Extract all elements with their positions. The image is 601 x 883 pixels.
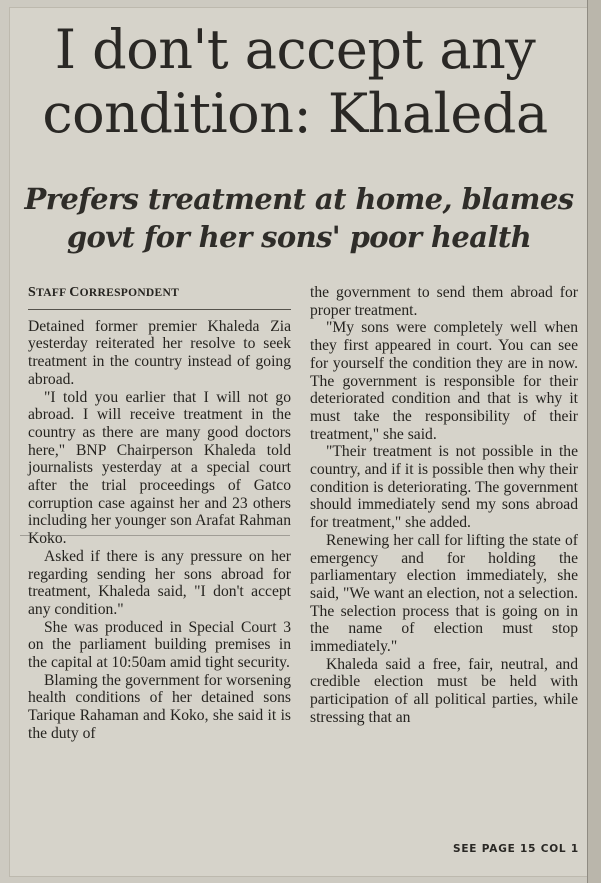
paragraph: Detained former premier Khaleda Zia yesterday reiterated her resolve to seek treatment in the country instead of going abroad. (28, 317, 291, 388)
headline-line-2: condition: Khaleda (42, 82, 548, 145)
article-column-left (28, 284, 291, 743)
paragraph: Renewing her call for lifting the state of emergency and for holding the parliamentary election immediately, she said, "We want an election, not a selection. The selection process that is going on in the name of election must stop immediately." (310, 531, 578, 656)
paragraph: Asked if there is any pressure on her regarding sending her sons abroad for treatment, Khaleda said, "I don't accept any condition." (28, 547, 291, 618)
headline-line-1: I don't accept any (54, 18, 536, 81)
byline-initial-2: C (69, 285, 80, 300)
headline (10, 18, 580, 146)
byline-rest-1: TAFF (36, 287, 70, 299)
subheadline-line-2: govt for her sons' poor health (66, 220, 532, 254)
paper-fold-line (20, 535, 290, 536)
paragraph: the government to send them abroad for proper treatment. (310, 284, 578, 319)
continued-note: SEE PAGE 15 COL 1 (452, 843, 579, 855)
byline (28, 284, 291, 310)
byline-rest-2: ORRESPONDENT (79, 287, 180, 299)
subheadline (14, 180, 584, 256)
article-column-right (310, 284, 578, 727)
subheadline-line-1: Prefers treatment at home, blames (24, 182, 574, 216)
paragraph: Blaming the government for worsening health conditions of her detained sons Tarique Rahaman and Koko, she said it is the duty of (28, 671, 291, 742)
paragraph: Khaleda said a free, fair, neutral, and credible election must be held with participation of all political parties, while stressing that an (310, 655, 578, 726)
paragraph: "Their treatment is not possible in the country, and if it is possible then why their condition is deteriorating. The government should immediately send my sons abroad for treatment," she added. (310, 443, 578, 532)
paragraph: She was produced in Special Court 3 on the parliament building premises in the capital at 10:50am amid tight security. (28, 618, 291, 672)
paragraph: "I told you earlier that I will not go abroad. I will receive treatment in the country as there are many good doctors here," BNP Chairperson Khaleda told journalists yesterday at a special court after the trial proceedings of Gatco corruption case against her and 23 others including her younger son Arafat Rahman Koko. (28, 388, 291, 548)
adjacent-page-edge (587, 0, 601, 883)
byline-initial-1: S (28, 285, 37, 300)
paragraph: "My sons were completely well when they first appeared in court. You can see for yourself the condition they are in now. The government is responsible for their deteriorated condition and that is why it must take the responsibility of their treatment," she said. (310, 319, 578, 443)
